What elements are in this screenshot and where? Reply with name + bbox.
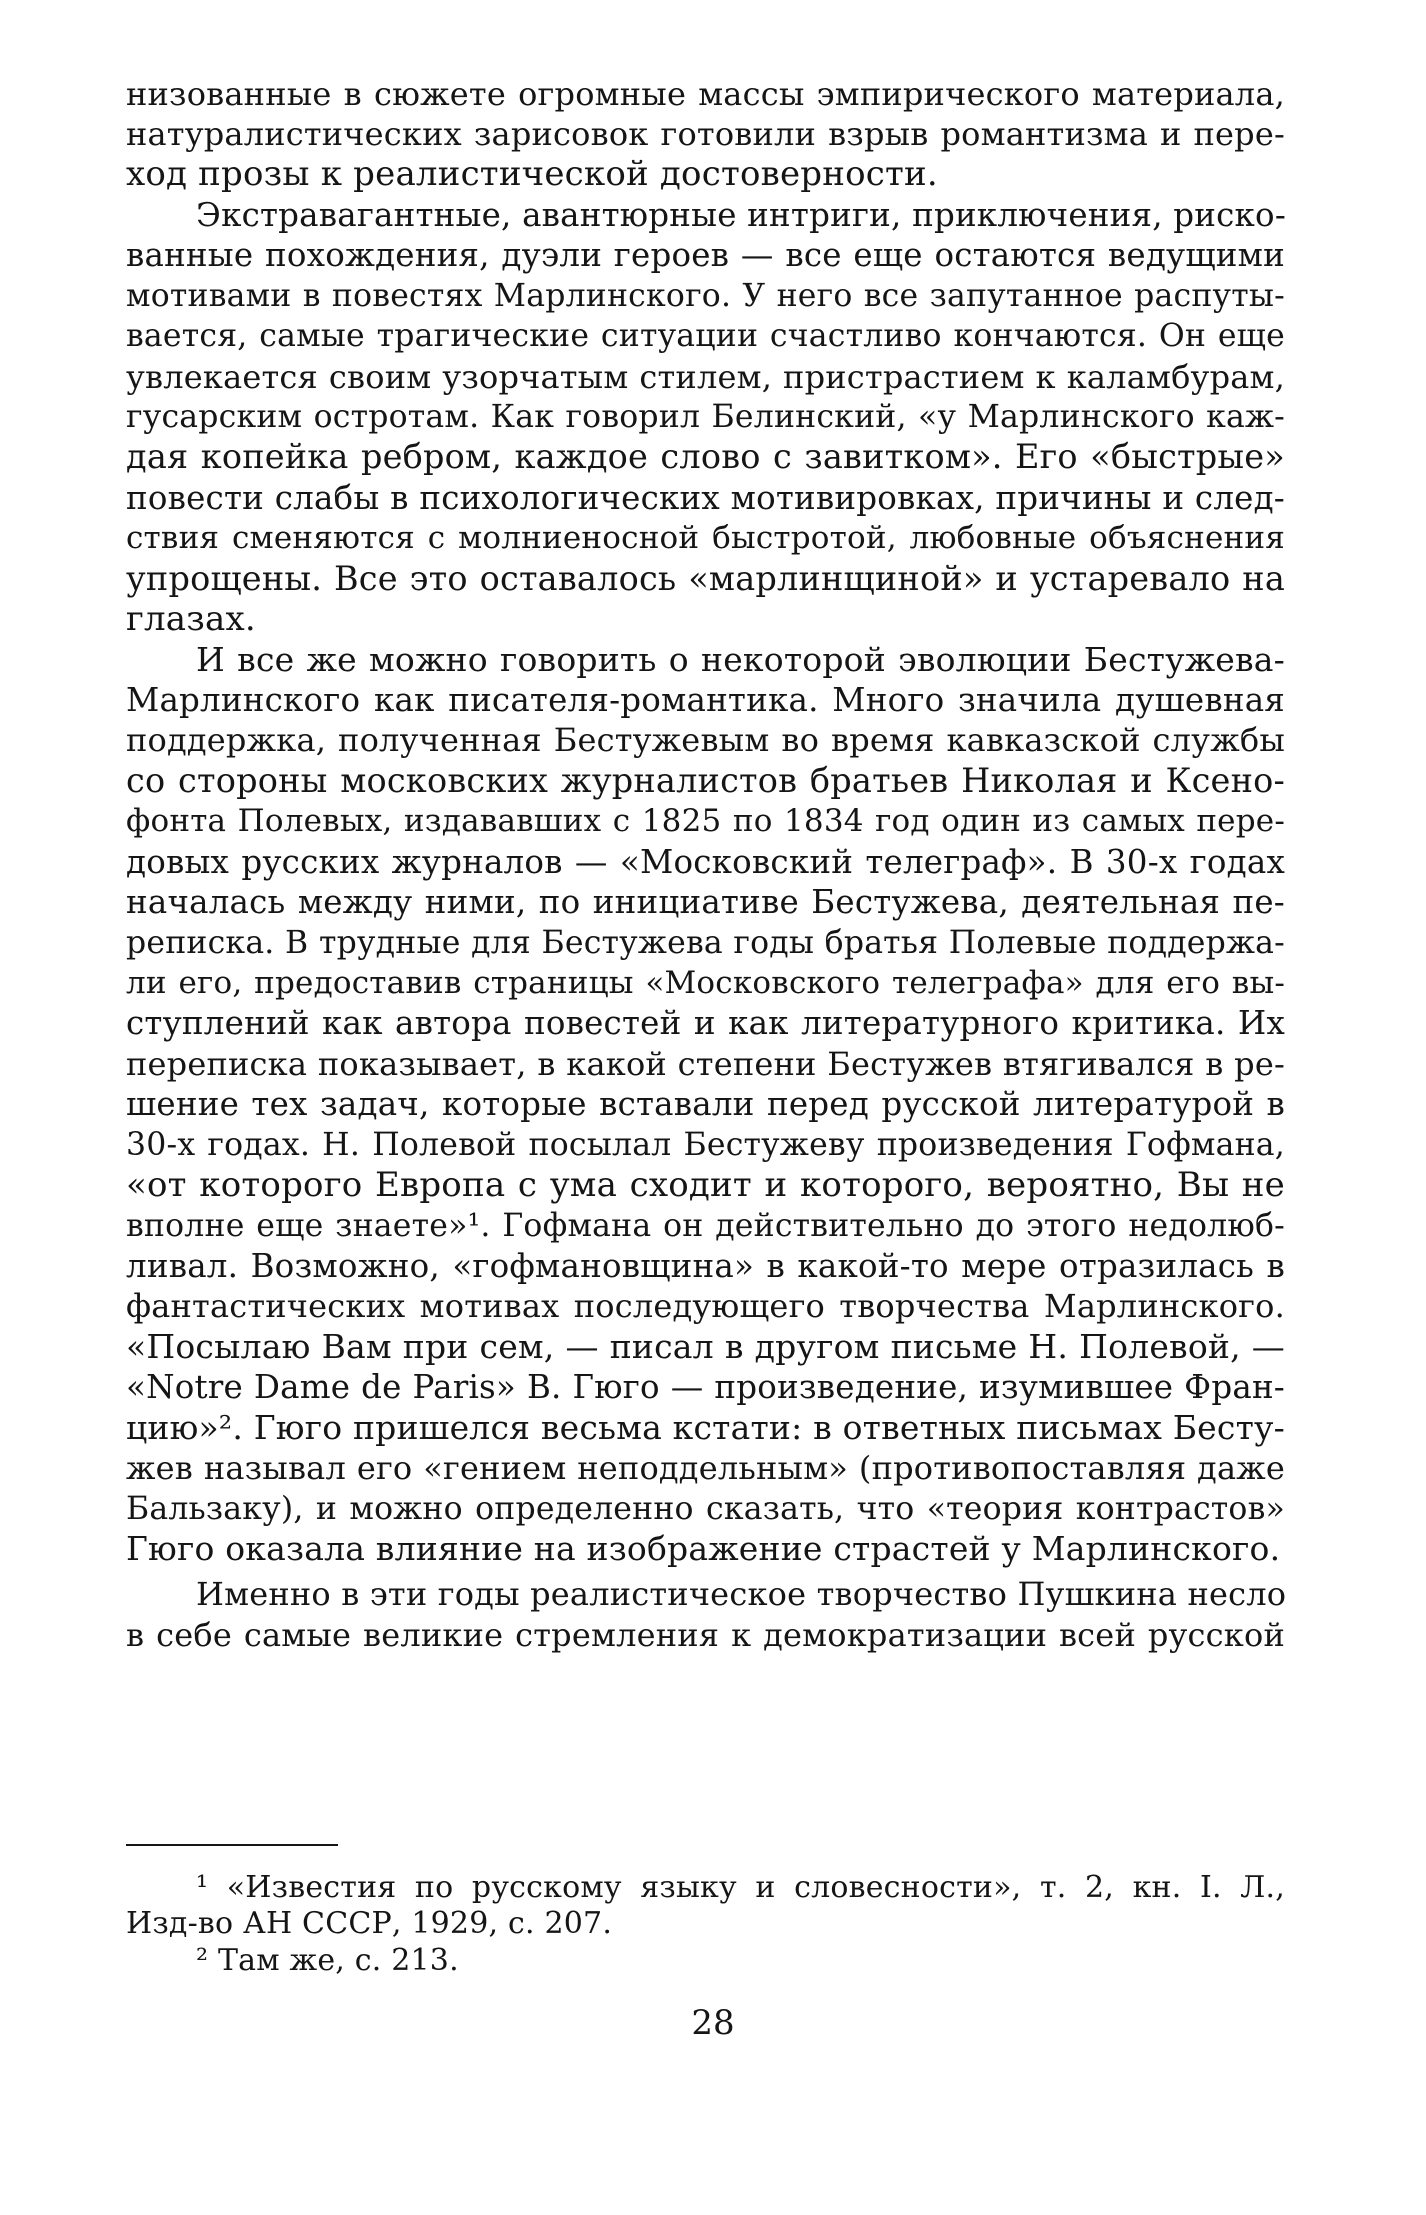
body-line: увлекается своим узорчатым стилем, пристрастием к каламбурам, [126, 358, 1285, 396]
body-line: шение тех задач, которые вставали перед русской литературой в [126, 1085, 1285, 1123]
body-line: ливал. Возможно, «гофмановщина» в какой-то мере отразилась в [126, 1247, 1285, 1285]
body-line: началась между ними, по инициативе Бестужева, деятельная пе- [126, 883, 1285, 921]
body-line: ли его, предоставив страницы «Московского телеграфа» для его вы- [126, 965, 1285, 1001]
body-line: «от которого Европа с ума сходит и которого, вероятно, Вы не [126, 1165, 1285, 1205]
body-line: фонта Полевых, издававших с 1825 по 1834 год один из самых пере- [126, 803, 1285, 839]
body-line: низованные в сюжете огромные массы эмпирического материала, [126, 75, 1285, 113]
body-line: поддержка, полученная Бестужевым во время кавказской службы [126, 721, 1285, 759]
body-line: фантастических мотивах последующего творчества Марлинского. [126, 1287, 1285, 1325]
body-line: 30-х годах. Н. Полевой посылал Бестужеву произведения Гофмана, [126, 1127, 1285, 1163]
body-line: мотивами в повестях Марлинского. У него все запутанное распуты- [126, 278, 1285, 314]
body-line: в себе самые великие стремления к демократизации всей русской [126, 1616, 1285, 1654]
body-line: дая копейка ребром, каждое слово с завитком». Его «быстрые» [126, 437, 1285, 476]
body-line: глазах. [126, 599, 256, 639]
body-line: гусарским остротам. Как говорил Белинский, «у Марлинского каж- [126, 399, 1285, 435]
body-line: довых русских журналов — «Московский телеграф». В 30-х годах [126, 843, 1285, 881]
body-line: вается, самые трагические ситуации счастливо кончаются. Он еще [126, 318, 1285, 354]
body-line: ванные похождения, дуэли героев — все еще остаются ведущими [126, 236, 1285, 274]
body-line: ствия сменяются с молниеносной быстротой, любовные объяснения [126, 520, 1285, 556]
body-line: жев называл его «гением неподдельным» (противопоставляя даже [126, 1449, 1285, 1487]
body-line: со стороны московских журналистов братьев Николая и Ксено- [126, 761, 1285, 800]
footnote-line: Изд-во АН СССР, 1929, с. 207. [126, 1906, 613, 1941]
body-line: Именно в эти годы реалистическое творчество Пушкина несло [196, 1575, 1287, 1613]
body-line: натуралистических зарисовок готовили взрыв романтизма и пере- [126, 115, 1285, 153]
body-line: цию»². Гюго пришелся весьма кстати: в ответных письмах Бесту- [126, 1408, 1286, 1447]
body-line: «Notre Dame de Paris» В. Гюго — произведение, изумившее Фран- [126, 1368, 1285, 1406]
body-line: ступлений как автора повестей и как литературного критика. Их [126, 1004, 1285, 1042]
body-line: Экстравагантные, авантюрные интриги, приключения, риско- [196, 196, 1286, 234]
body-line: Гюго оказала влияние на изображение страстей у Марлинского. [126, 1529, 1281, 1568]
body-line: вполне еще знаете»¹. Гофмана он действительно до этого недолюб- [126, 1208, 1285, 1244]
body-line: «Посылаю Вам при сем, — писал в другом письме Н. Полевой, — [126, 1327, 1285, 1366]
footnote-separator [126, 1844, 338, 1846]
body-line: ход прозы к реалистической достоверности. [126, 154, 938, 194]
body-line: И все же можно говорить о некоторой эволюции Бестужева- [196, 640, 1285, 679]
body-line: Марлинского как писателя-романтика. Много значила душевная [126, 681, 1285, 719]
footnote-line: ² Там же, с. 213. [196, 1943, 459, 1978]
footnote-line: ¹ «Известия по русскому языку и словесности», т. 2, кн. I. Л., [196, 1870, 1285, 1905]
page-number: 28 [691, 2003, 735, 2043]
body-line: переписка показывает, в какой степени Бестужев втягивался в ре- [126, 1045, 1285, 1083]
body-line: реписка. В трудные для Бестужева годы братья Полевые поддержа- [126, 925, 1285, 961]
body-line: упрощены. Все это оставалось «марлинщиной» и устаревало на [126, 559, 1285, 598]
body-line: Бальзаку), и можно определенно сказать, что «теория контрастов» [126, 1491, 1285, 1527]
body-line: повести слабы в психологических мотивировках, причины и след- [126, 479, 1285, 517]
